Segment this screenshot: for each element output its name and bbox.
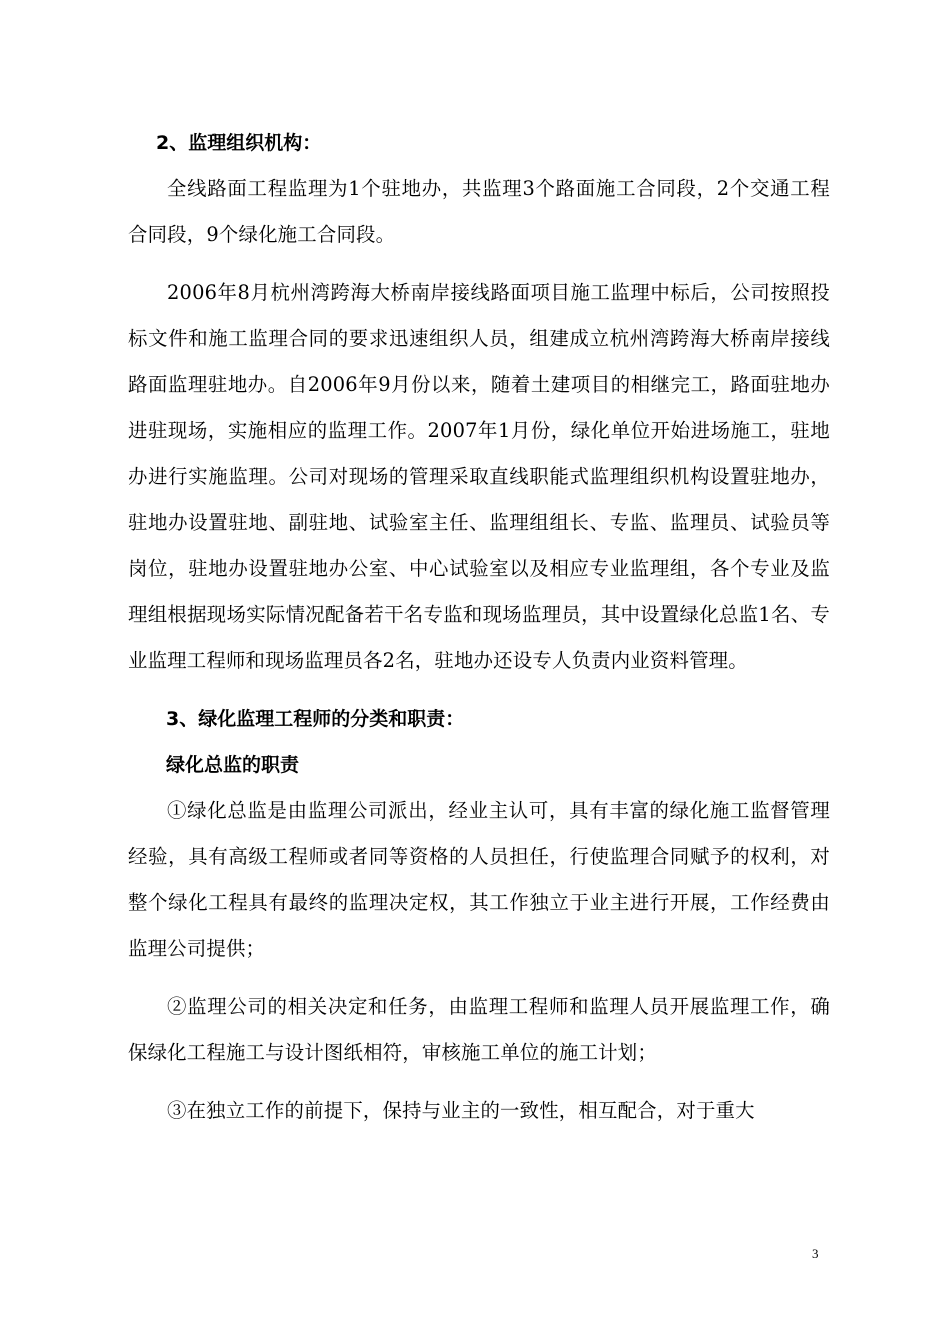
duty-item-1: ①绿化总监是由监理公司派出，经业主认可，具有丰富的绿化施工监督管理经验，具有高级工程师或者同等资格的人员担任，行使监理合同赋予的权利，对整个绿化工程具有最终的监理决定权，其工作独立于业主进行开展，工作经费由监理公司提供； <box>128 799 830 960</box>
subheading-chief-supervisor-duties: 绿化总监的职责 <box>166 754 300 776</box>
paragraph-organization-details: 2006年8月杭州湾跨海大桥南岸接线路面项目施工监理中标后，公司按照投标文件和施工监理合同的要求迅速组织人员，组建成立杭州湾跨海大桥南岸接线路面监理驻地办。自2006年9月份以来，随着土建项目的相继完工，路面驻地办进驻现场，实施相应的监理工作。2007年1月份，绿化单位开始进场施工，驻地办进行实施监理。公司对现场的管理采取直线职能式监理组织机构设置驻地办，驻地办设置驻地、副驻地、试验室主任、监理组组长、专监、监理员、试验员等岗位，驻地办设置驻地办公室、中心试验室以及相应专业监理组，各个专业及监理组根据现场实际情况配备若干名专监和现场监理员，其中设置绿化总监1名、专业监理工程师和现场监理员各2名，驻地办还设专人负责内业资料管理。 <box>128 281 830 672</box>
section-heading-2: 2、监理组织机构： <box>156 132 322 154</box>
page-number: 3 <box>812 1246 819 1261</box>
duty-item-2: ②监理公司的相关决定和任务，由监理工程师和监理人员开展监理工作，确保绿化工程施工与设计图纸相符，审核施工单位的施工计划； <box>128 995 830 1064</box>
page-body <box>128 120 830 1146</box>
duty-item-3: ③在独立工作的前提下，保持与业主的一致性，相互配合，对于重大 <box>167 1099 755 1122</box>
section-heading-3: 3、绿化监理工程师的分类和职责： <box>166 708 465 730</box>
paragraph-supervision-overview: 全线路面工程监理为1个驻地办，共监理3个路面施工合同段，2个交通工程合同段，9个绿化施工合同段。 <box>128 177 830 246</box>
